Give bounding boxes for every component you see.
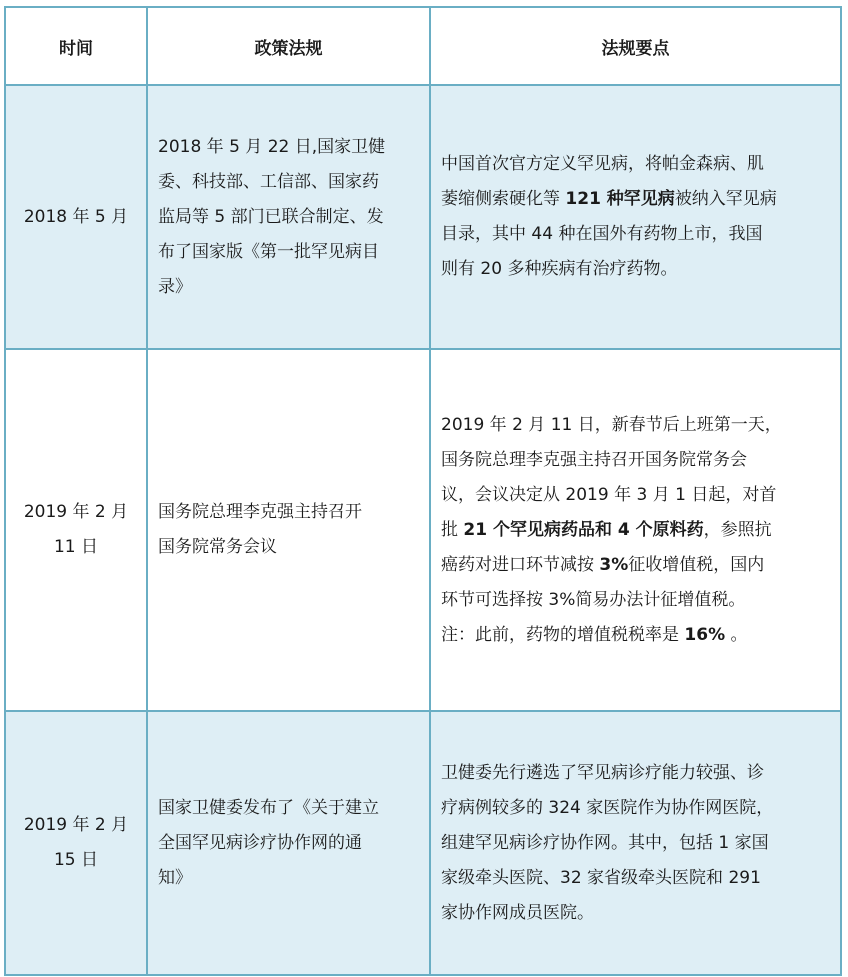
points-line: 萎缩侧索硬化等 121 种罕见病被纳入罕见病 [441, 189, 777, 209]
points-line: 家级牵头医院、32 家省级牵头医院和 291 [441, 867, 761, 888]
time-text: 15 日 [53, 850, 99, 870]
highlight-text: 16% [684, 624, 726, 645]
policy-line: 监局等 5 部门已联合制定、发 [158, 206, 384, 227]
policy-table [4, 6, 842, 976]
points-line: 家协作网成员医院。 [441, 902, 594, 923]
points-cell [430, 349, 841, 711]
time-text: 2019 年 2 月 [23, 502, 129, 522]
time-text: 2018 年 5 月 [23, 206, 129, 227]
policy-line: 2018 年 5 月 22 日,国家卫健 [158, 136, 386, 157]
header-policy: 政策法规 [147, 7, 430, 85]
points-line: 疗病例较多的 324 家医院作为协作网医院， [441, 797, 774, 818]
policy-cell [147, 711, 430, 975]
time-text: 2019 年 2 月 [23, 815, 129, 835]
points-line: 议，会议决定从 2019 年 3 月 1 日起，对首 [441, 484, 777, 505]
time-cell [5, 85, 147, 349]
points-line: 环节可选择按 3%简易办法计征增值税。 [441, 589, 746, 610]
policy-line: 国务院总理李克强主持召开 [158, 502, 362, 522]
points-cell [430, 711, 841, 975]
table-header-row [5, 7, 841, 85]
points-line: 中国首次官方定义罕见病，将帕金森病、肌 [441, 154, 764, 174]
time-cell [5, 349, 147, 711]
points-line: 组建罕见病诊疗协作网。其中，包括 1 家国 [441, 832, 769, 853]
policy-line: 录》 [158, 276, 192, 297]
policy-line: 委、科技部、工信部、国家药 [158, 171, 379, 192]
highlight-text: 121 种罕见病 [565, 189, 675, 209]
table-row [5, 349, 841, 711]
points-line: 目录，其中 44 种在国外有药物上市，我国 [441, 224, 763, 244]
policy-line: 布了国家版《第一批罕见病目 [158, 241, 379, 262]
points-line: 批 21 个罕见病药品和 4 个原料药，参照抗 [441, 519, 772, 540]
table-row [5, 85, 841, 349]
policy-cell [147, 349, 430, 711]
header-time: 时间 [5, 7, 147, 85]
time-cell [5, 711, 147, 975]
policy-line: 国家卫健委发布了《关于建立 [158, 797, 379, 818]
table-row [5, 711, 841, 975]
points-line: 癌药对进口环节减按 3%征收增值税，国内 [441, 554, 765, 575]
policy-cell [147, 85, 430, 349]
header-points: 法规要点 [430, 7, 841, 85]
highlight-text: 21 个罕见病药品和 4 个原料药 [463, 519, 704, 540]
time-text: 11 日 [53, 537, 99, 557]
policy-line: 知》 [158, 867, 192, 888]
points-line: 注：此前，药物的增值税税率是 16% 。 [441, 624, 748, 645]
policy-line: 全国罕见病诊疗协作网的通 [158, 832, 362, 853]
points-line: 2019 年 2 月 11 日，新春节后上班第一天， [441, 414, 782, 435]
points-line: 则有 20 多种疾病有治疗药物。 [441, 259, 678, 279]
points-line: 国务院总理李克强主持召开国务院常务会 [441, 449, 747, 470]
points-cell [430, 85, 841, 349]
points-line: 卫健委先行遴选了罕见病诊疗能力较强、诊 [441, 762, 764, 783]
highlight-text: 3% [599, 554, 629, 575]
policy-line: 国务院常务会议 [158, 537, 277, 557]
